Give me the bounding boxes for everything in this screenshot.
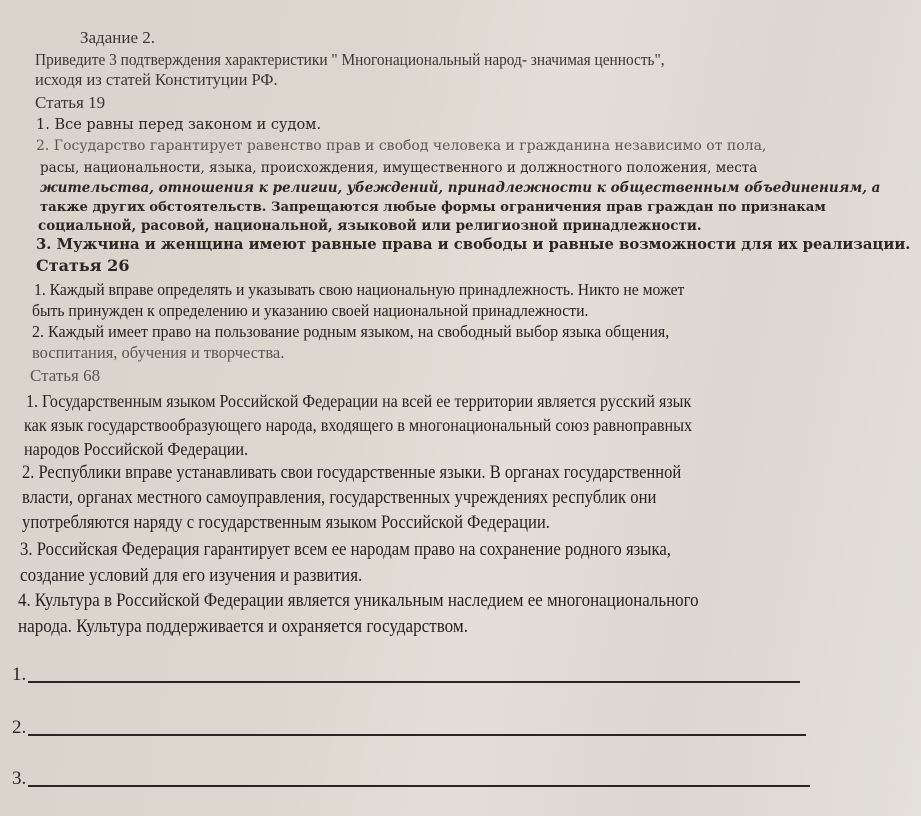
article-26-heading: Статья 26	[36, 256, 130, 275]
task-question-line-2: исходя из статей Конституции РФ.	[35, 70, 278, 89]
answer-input-line[interactable]	[28, 785, 810, 787]
article-19-line: также других обстоятельств. Запрещаются любые формы ограничения прав граждан по признакам	[40, 200, 826, 215]
article-68-line: употребляются наряду с государственным языком Российской Федерации.	[22, 513, 550, 533]
article-19-line: 2. Государство гарантирует равенство прав и свобод человека и гражданина независимо от пола,	[36, 138, 767, 154]
article-19-heading: Статья 19	[35, 93, 106, 112]
article-26-line: воспитания, обучения и творчества.	[32, 343, 285, 362]
article-19-line: социальной, расовой, национальной, языковой или религиозной принадлежности.	[38, 218, 702, 234]
answer-row-1[interactable]	[12, 664, 800, 686]
article-68-line: народов Российской Федерации.	[24, 439, 249, 459]
answer-label: 1.	[12, 664, 27, 685]
article-26-line: 2. Каждый имеет право на пользование родным языком, на свободный выбор языка общения,	[32, 322, 670, 341]
answer-label: 3.	[12, 768, 27, 789]
task-title: Задание 2.	[80, 28, 155, 47]
answer-row-2[interactable]	[12, 717, 806, 739]
article-26-line: 1. Каждый вправе определять и указывать свою национальную принадлежность. Никто не может	[34, 280, 685, 299]
article-68-line: 4. Культура в Российской Федерации является уникальным наследием ее многонационального	[18, 590, 699, 611]
article-26-line: быть принужден к определению и указанию своей национальной принадлежности.	[32, 301, 589, 320]
answer-input-line[interactable]	[28, 734, 806, 736]
task-question-line-1: Приведите 3 подтверждения характеристики " Многонациональный народ- значимая ценность",	[35, 50, 665, 69]
article-19-line: 3. Мужчина и женщина имеют равные права и свободы и равные возможности для их реализации.	[36, 236, 911, 253]
article-68-line: власти, органах местного самоуправления, государственных учреждениях республик они	[22, 488, 657, 508]
answer-row-3[interactable]	[12, 768, 810, 790]
article-19-line: жительства, отношения к религии, убеждений, принадлежности к общественным объединениям, а	[40, 180, 881, 196]
answer-label: 2.	[12, 717, 27, 738]
answer-input-line[interactable]	[28, 681, 800, 683]
article-68-line: создание условий для его изучения и развития.	[20, 565, 363, 586]
article-68-line: 1. Государственным языком Российской Федерации на всей ее территории является русский язык	[26, 391, 692, 411]
article-68-heading: Статья 68	[30, 366, 101, 385]
article-19-line: расы, национальности, языка, происхождения, имущественного и должностного положения, места	[40, 160, 758, 176]
article-68-line: народа. Культура поддерживается и охраняется государством.	[18, 616, 468, 637]
article-19-line: 1. Все равны перед законом и судом.	[36, 117, 322, 133]
article-68-line: 2. Республики вправе устанавливать свои государственные языки. В органах государственной	[22, 463, 682, 483]
article-68-line: как язык государствообразующего народа, входящего в многонациональный союз равноправных	[24, 415, 693, 435]
article-68-line: 3. Российская Федерация гарантирует всем ее народам право на сохранение родного языка,	[20, 539, 671, 560]
